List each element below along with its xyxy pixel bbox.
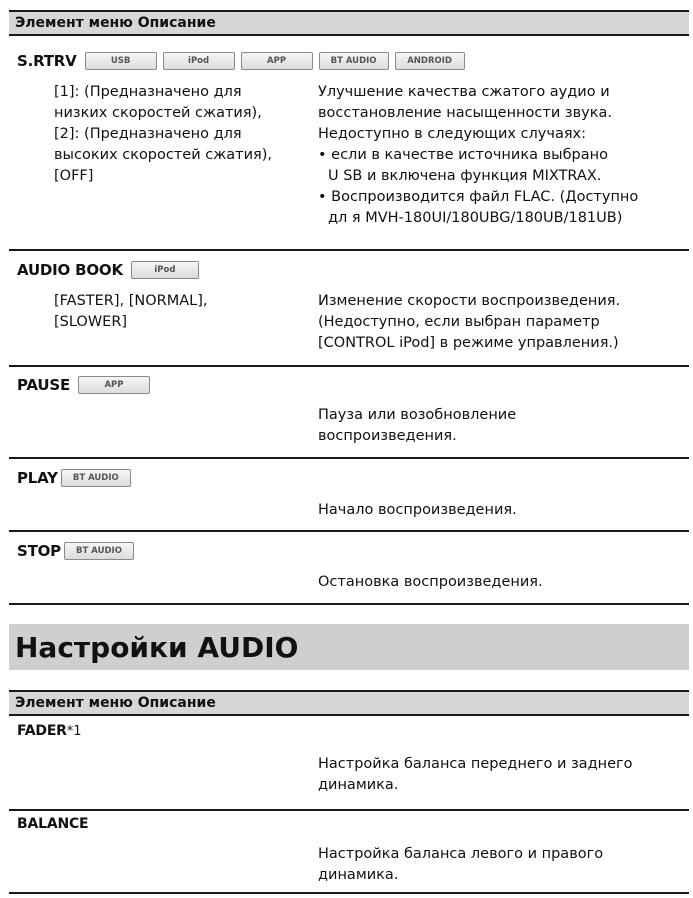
bullet-continuation: дл я MVH-180UI/180UBG/180UB/181UB) (328, 210, 623, 226)
audiobook-options (54, 291, 319, 333)
stop-description (318, 572, 690, 593)
stop-title-row (17, 540, 140, 562)
fader-name: FADER (17, 723, 67, 739)
audiobook-name: AUDIO BOOK (17, 261, 123, 279)
desc-line: (Недоступно, если выбран параметр (318, 314, 600, 330)
ipod-badge: iPod (163, 52, 235, 70)
table-header (9, 10, 689, 36)
desc-line: Начало воспроизведения. (318, 502, 517, 518)
stop-name: STOP (17, 542, 61, 560)
desc-line: Остановка воспроизведения. (318, 574, 543, 590)
row-separator (9, 530, 689, 532)
play-description (318, 500, 690, 521)
table-header (9, 690, 689, 716)
srtrv-title-row (17, 50, 471, 72)
fader-title-row (17, 720, 82, 742)
app-badge: APP (78, 376, 150, 394)
section-title-text: Настройки AUDIO (15, 630, 299, 664)
app-badge: APP (241, 52, 313, 70)
option-line: [OFF] (54, 168, 94, 184)
desc-line: Пауза или возобновление (318, 407, 517, 423)
desc-line: воспроизведения. (318, 428, 457, 444)
srtrv-name: S.RTRV (17, 52, 77, 70)
desc-line: Изменение скорости воспроизведения. (318, 293, 621, 309)
bt-audio-badge: BT AUDIO (64, 542, 134, 560)
section-title (9, 624, 689, 670)
option-line: [FASTER], [NORMAL], (54, 293, 208, 309)
usb-badge: USB (85, 52, 157, 70)
android-badge: ANDROID (395, 52, 465, 70)
fader-footnote: *1 (66, 723, 82, 739)
option-line: [2]: (Предназначено для (54, 126, 242, 142)
desc-line: динамика. (318, 777, 399, 793)
row-separator (9, 249, 689, 251)
row-separator (9, 809, 689, 811)
balance-title-row (17, 813, 96, 835)
pause-description (318, 405, 690, 447)
desc-line: Улучшение качества сжатого аудио и (318, 84, 610, 100)
pause-name: PAUSE (17, 376, 70, 394)
play-name: PLAY (17, 469, 58, 487)
srtrv-description (318, 82, 690, 229)
option-line: [SLOWER] (54, 314, 128, 330)
row-separator (9, 365, 689, 367)
bt-audio-badge: BT AUDIO (319, 52, 389, 70)
desc-line: Недоступно в следующих случаях: (318, 126, 587, 142)
srtrv-options (54, 82, 319, 187)
bullet-line: • Воспроизводится файл FLAC. (Доступно (318, 189, 639, 205)
desc-line: Настройка баланса переднего и заднего (318, 756, 633, 772)
audiobook-description (318, 291, 690, 354)
desc-line: Настройка баланса левого и правого (318, 846, 604, 862)
option-line: высоких скоростей сжатия), (54, 147, 273, 163)
table-header-label: Элемент меню Описание (15, 15, 216, 31)
bullet-line: • если в качестве источника выбрано (318, 147, 608, 163)
option-line: низких скоростей сжатия), (54, 105, 262, 121)
balance-name: BALANCE (17, 816, 89, 832)
table-bottom-border (9, 892, 689, 894)
desc-line: динамика. (318, 867, 399, 883)
table-bottom-border (9, 603, 689, 605)
fader-description (318, 754, 690, 796)
desc-line: восстановление насыщенности звука. (318, 105, 612, 121)
table-header-label: Элемент меню Описание (15, 695, 216, 711)
row-separator (9, 457, 689, 459)
ipod-badge: iPod (131, 261, 199, 279)
pause-title-row (17, 374, 156, 396)
play-title-row (17, 467, 137, 489)
bt-audio-badge: BT AUDIO (61, 469, 131, 487)
desc-line: [CONTROL iPod] в режиме управления.) (318, 335, 619, 351)
audiobook-title-row (17, 259, 205, 281)
balance-description (318, 844, 690, 886)
option-line: [1]: (Предназначено для (54, 84, 242, 100)
bullet-continuation: U SB и включена функция MIXTRAX. (328, 168, 602, 184)
